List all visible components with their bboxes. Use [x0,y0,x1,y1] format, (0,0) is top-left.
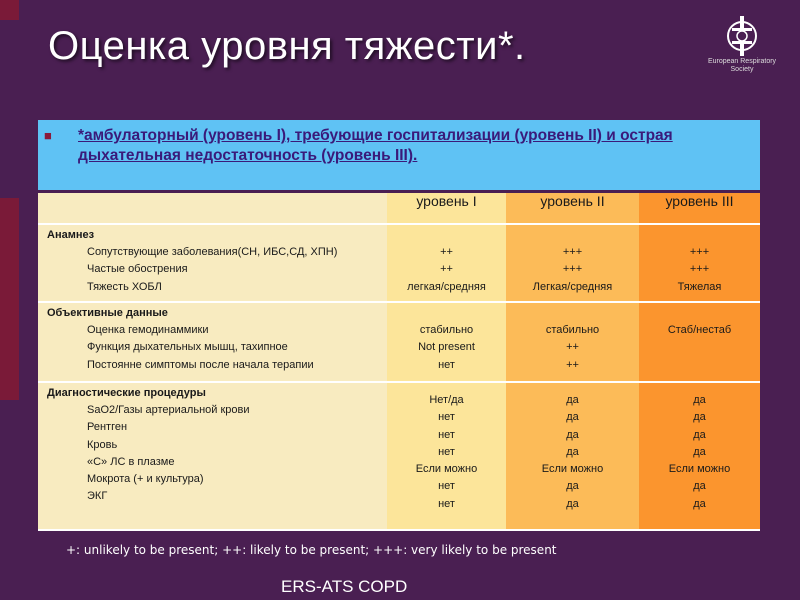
accent-strip [0,0,19,20]
level-1-cell [387,382,506,530]
value: нет [438,497,455,510]
item-label: ЭКГ [87,490,108,503]
slide-title: Оценка уровня тяжести*. [48,24,526,68]
value: стабильно [545,324,600,336]
label-cell [38,302,387,382]
value: да [566,497,579,510]
value: да [566,411,579,424]
table-section-diagnostics [38,382,760,530]
value: Если можно [541,463,604,476]
level-2-cell [506,302,639,382]
value: да [566,394,579,406]
section-title: Анамнез [47,229,95,241]
value: ++ [566,358,579,371]
accent-strip [0,198,19,400]
value: легкая/средняя [407,280,486,293]
table-header-row [38,193,760,224]
value: нет [438,358,455,371]
level-3-cell [639,302,760,382]
footer-source: ERS-ATS COPD [281,577,408,596]
value: Тяжелая [677,280,722,293]
note-text: *амбулаторный (уровень I), требующие госпитализации (уровень II) и острая дыхательная недостаточность (уровень III). [78,127,673,164]
value: Нет/да [429,394,464,406]
legend-text: +: unlikely to be present; ++: likely to be present; +++: very likely to be present [66,543,557,557]
level-2-cell [506,224,639,302]
logo-text: European Respiratory Society [707,58,777,73]
value: да [693,394,706,406]
value: Not present [418,341,475,354]
item-label: Частые обострения [87,263,188,276]
value: +++ [562,246,583,258]
level-3-cell [639,224,760,302]
severity-table [38,193,760,531]
value: да [566,480,579,493]
value: да [566,428,579,441]
value: нет [438,445,455,458]
label-cell [38,224,387,302]
header-level-2: уровень II [506,193,639,224]
value: нет [438,480,455,493]
value: Если можно [415,463,478,476]
level-1-cell [387,224,506,302]
level-2-cell [506,382,639,530]
header-level-3: уровень III [639,193,760,224]
value: Если можно [668,463,731,476]
value: Стаб/нестаб [667,324,732,336]
value: стабильно [419,324,474,336]
value: да [693,445,706,458]
item-label: Мокрота (+ и культура) [87,473,204,486]
bullet-icon: ■ [44,128,52,143]
section-title: Диагностические процедуры [47,387,206,399]
header-level-1: уровень I [387,193,506,224]
item-label: Оценка гемодинаммики [87,324,209,336]
item-label: Тяжесть ХОБЛ [87,280,162,293]
section-title: Объективные данные [47,307,168,319]
item-label: Сопутствующие заболевания(СН, ИБС,СД, ХПН) [87,246,338,258]
value: нет [438,428,455,441]
value: да [693,497,706,510]
value: да [693,428,706,441]
value: да [693,480,706,493]
level-3-cell [639,382,760,530]
level-1-cell [387,302,506,382]
item-label: Функция дыхательных мышц, тахипное [87,341,288,354]
logo [706,14,778,78]
value: +++ [689,263,710,276]
value: ++ [440,246,453,258]
table-section-objective [38,302,760,382]
item-label: «С» ЛС в плазме [87,455,175,468]
note-box [38,120,760,190]
value: Легкая/средняя [532,280,613,293]
value: да [566,445,579,458]
value: +++ [562,263,583,276]
item-label: Рентген [87,421,128,434]
label-cell [38,382,387,530]
value: ++ [566,341,579,354]
value: да [693,411,706,424]
item-label: Кровь [87,438,118,451]
value: +++ [689,246,710,258]
ers-logo-icon [720,14,764,58]
header-cell [38,193,387,224]
value: ++ [440,263,453,276]
item-label: SaO2/Газы артериальной крови [87,404,250,416]
table-section-history [38,224,760,302]
item-label: Постоянне симптомы после начала терапии [87,358,314,371]
value: нет [438,411,455,424]
